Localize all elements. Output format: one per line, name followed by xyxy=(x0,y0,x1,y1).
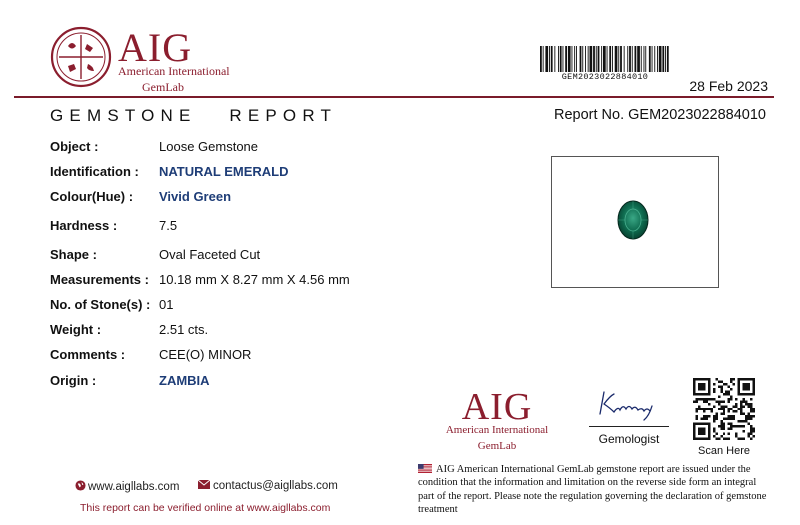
gemologist-signature xyxy=(592,384,664,424)
detail-label: Origin : xyxy=(50,373,97,388)
detail-label: Comments : xyxy=(50,347,126,362)
detail-value: Vivid Green xyxy=(159,189,232,204)
gemologist-label: Gemologist xyxy=(598,432,660,446)
brand-block xyxy=(118,25,238,94)
us-flag-icon xyxy=(418,464,432,473)
report-date: 28 Feb 2023 xyxy=(689,78,768,94)
detail-label: Colour(Hue) : xyxy=(50,189,134,204)
report-number: Report No. GEM2023022884010 xyxy=(553,107,766,123)
brand-line2: GemLab xyxy=(142,80,184,94)
barcode-number: GEM2023022884010 xyxy=(561,72,649,82)
aig-footer-logo xyxy=(440,388,554,453)
disclaimer-text: AIG American International GemLab gemstone report are issued under the condition that the information and limitation on the reverse side form an integral part of the report. Please note the regulation governing the declaration of gemstone treatment xyxy=(418,464,767,516)
scan-here-label: Scan Here xyxy=(698,445,750,457)
signature-line xyxy=(589,426,669,427)
disclaimer xyxy=(418,463,768,517)
email-link[interactable] xyxy=(198,480,338,492)
detail-value: 2.51 cts. xyxy=(159,322,209,337)
detail-label: No. of Stone(s) : xyxy=(50,297,151,312)
footer-logo-line2: GemLab xyxy=(477,440,517,452)
detail-label: Shape : xyxy=(50,247,97,262)
detail-value: 7.5 xyxy=(159,218,178,233)
qr-code[interactable] xyxy=(693,378,755,440)
footer-logo-name: AIG xyxy=(461,386,533,428)
detail-label: Object : xyxy=(50,139,99,154)
detail-value: CEE(O) MINOR xyxy=(159,347,252,362)
brand-name: AIG xyxy=(118,25,193,70)
detail-label: Measurements : xyxy=(50,272,149,287)
detail-value: Loose Gemstone xyxy=(159,139,259,154)
verify-note: This report can be verified online at www.aigllabs.com xyxy=(80,502,331,514)
website-text: www.aigllabs.com xyxy=(88,481,180,493)
detail-label: Identification : xyxy=(50,164,139,179)
website-link[interactable] xyxy=(75,480,179,493)
detail-value: 01 xyxy=(159,297,174,312)
detail-value: Oval Faceted Cut xyxy=(159,247,261,262)
barcode xyxy=(540,46,670,72)
brand-line1: American International xyxy=(118,64,230,78)
envelope-icon xyxy=(198,480,210,489)
header-divider xyxy=(14,96,774,98)
detail-value: 10.18 mm X 8.27 mm X 4.56 mm xyxy=(159,272,350,287)
email-text: contactus@aigllabs.com xyxy=(213,480,338,492)
report-title: GEMSTONE REPORT xyxy=(50,106,338,125)
detail-value: ZAMBIA xyxy=(159,373,210,388)
detail-label: Hardness : xyxy=(50,218,118,233)
emerald-gem-image xyxy=(617,200,649,240)
globe-icon xyxy=(75,480,86,491)
aig-seal-logo xyxy=(50,26,112,88)
detail-value: NATURAL EMERALD xyxy=(159,164,289,179)
detail-label: Weight : xyxy=(50,322,102,337)
footer-logo-line1: American International xyxy=(445,424,549,436)
